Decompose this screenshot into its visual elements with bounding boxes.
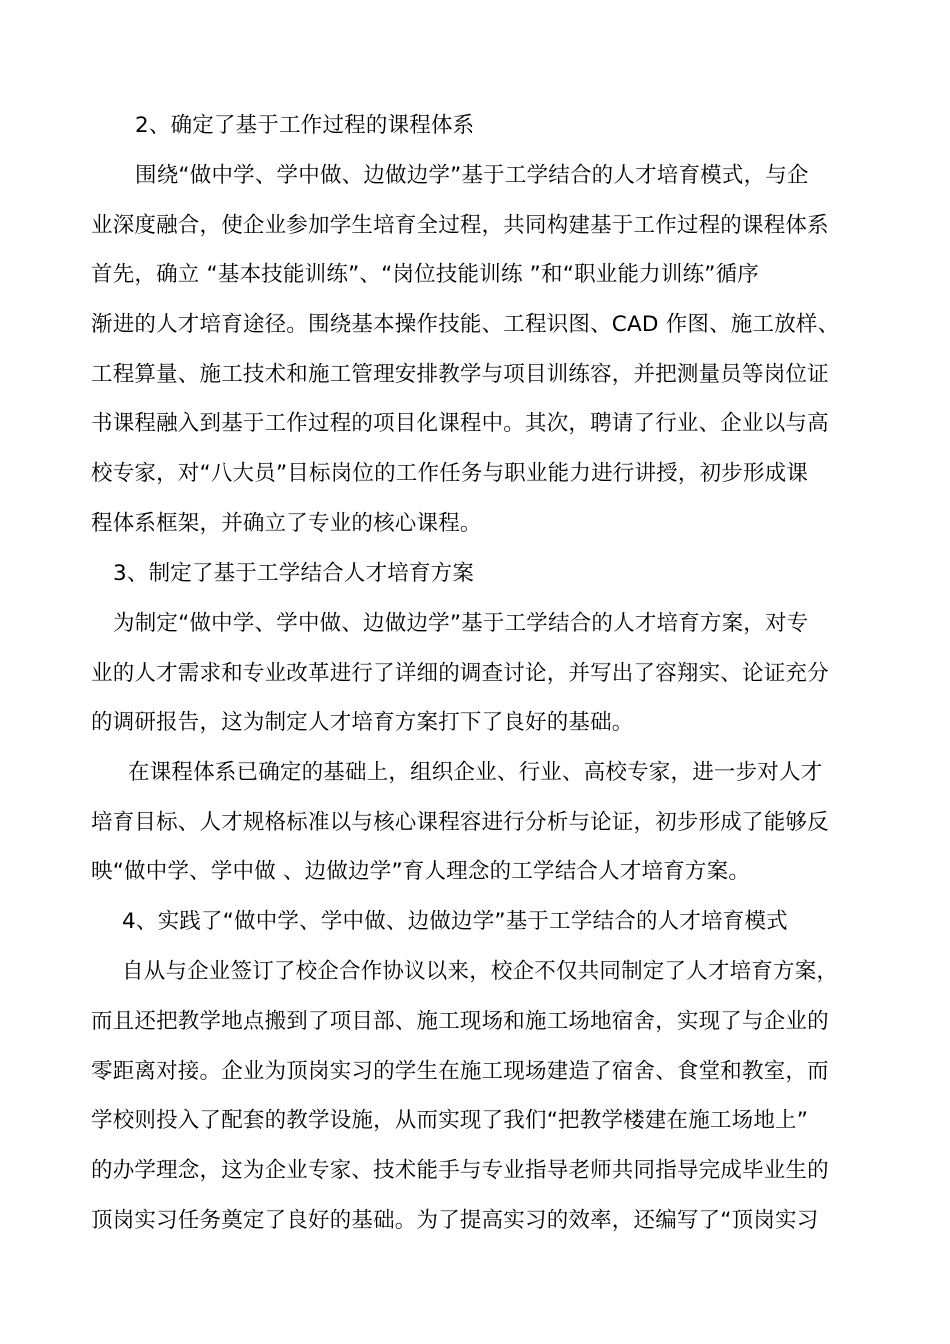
text-line: 顶岗实习任务奠定了良好的基础。为了提高实习的效率，还编写了“顶岗实习 <box>91 1208 819 1233</box>
heading-2: 2、确定了基于工作过程的课程体系 <box>135 113 475 138</box>
text-line: 首先，确立 “基本技能训练”、“岗位技能训练 ”和“职业能力训练”循序 <box>91 262 760 287</box>
text-line: 的办学理念，这为企业专家、技术能手与专业指导老师共同指导完成毕业生的 <box>91 1158 829 1183</box>
text-line: 围绕“做中学、学中做、边做边学”基于工学结合的人才培育模式，与企 <box>135 163 809 188</box>
text-line: 业的人才需求和专业改革进行了详细的调查讨论，并写出了容翔实、论证充分 <box>91 661 829 686</box>
text-line: 校专家，对“八大员”目标岗位的工作任务与职业能力进行讲授，初步形成课 <box>91 461 809 486</box>
text-line: 培育目标、人才规格标准以与核心课程容进行分析与论证，初步形成了能够反 <box>91 810 829 835</box>
heading-3: 3、制定了基于工学结合人才培育方案 <box>113 561 475 586</box>
text-line: 而且还把教学地点搬到了项目部、施工现场和施工场地宿舍，实现了与企业的 <box>91 1009 829 1034</box>
text-line: 为制定“做中学、学中做、边做边学”基于工学结合的人才培育方案，对专 <box>113 611 809 636</box>
heading-4: 4、实践了“做中学、学中做、边做边学”基于工学结合的人才培育模式 <box>122 909 788 934</box>
text-line: 映“做中学、学中做 、边做边学”育人理念的工学结合人才培育方案。 <box>91 859 751 884</box>
text-line: 工程算量、施工技术和施工管理安排教学与项目训练容，并把测量员等岗位证 <box>91 362 829 387</box>
text-line: 学校则投入了配套的教学设施，从而实现了我们“把教学楼建在施工场地上” <box>91 1108 809 1133</box>
text-line: 渐进的人才培育途径。围绕基本操作技能、工程识图、CAD 作图、施工放样、 <box>91 312 840 337</box>
text-line: 的调研报告，这为制定人才培育方案打下了良好的基础。 <box>91 710 634 735</box>
text-line: 书课程融入到基于工作过程的项目化课程中。其次，聘请了行业、企业以与高 <box>91 411 829 436</box>
text-line: 自从与企业签订了校企合作协议以来，校企不仅共同制定了人才培育方案， <box>122 959 839 984</box>
text-line: 业深度融合，使企业参加学生培育全过程，共同构建基于工作过程的课程体系 <box>91 213 829 238</box>
text-line: 零距离对接。企业为顶岗实习的学生在施工现场建造了宿舍、食堂和教室，而 <box>91 1059 829 1084</box>
text-line: 程体系框架，并确立了专业的核心课程。 <box>91 511 482 536</box>
text-line: 在课程体系已确定的基础上，组织企业、行业、高校专家，进一步对人才 <box>128 760 823 785</box>
